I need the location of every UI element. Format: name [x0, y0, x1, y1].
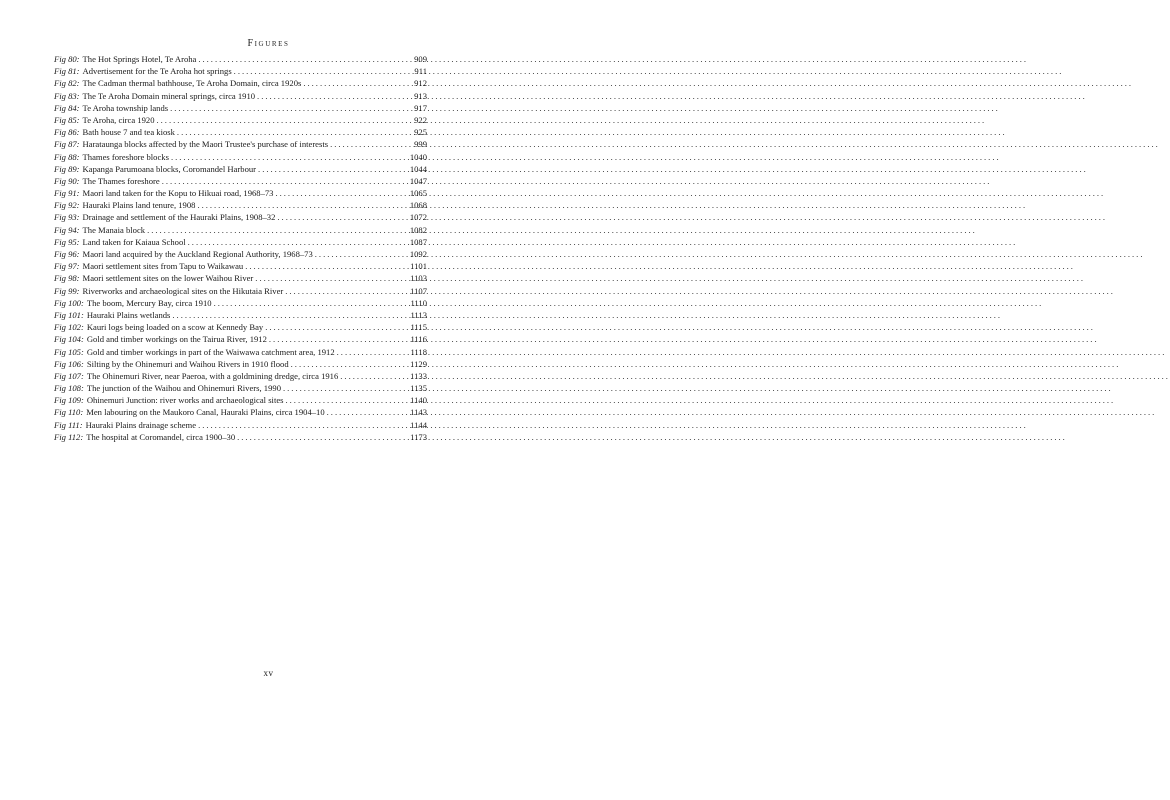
figure-page-number: 1173 — [410, 431, 427, 442]
figure-entry — [54, 211, 427, 223]
figure-title: Drainage and settlement of the Hauraki Plains, 1908–32 — [82, 212, 276, 223]
figure-entry — [54, 382, 427, 394]
figure-number: Fig 80: — [54, 54, 80, 64]
figure-title: The Manaia block — [82, 224, 146, 235]
figure-title: Maori land acquired by the Auckland Regional Authority, 1968–73 — [82, 249, 313, 259]
figure-number: Fig 96: — [54, 249, 80, 259]
figure-page-number: 1135 — [410, 383, 427, 394]
figure-page-number: 1087 — [409, 236, 427, 247]
figure-number: Fig 111: — [54, 419, 83, 430]
dot-leader — [198, 419, 408, 431]
dot-leader — [303, 77, 412, 89]
figure-entry — [54, 224, 427, 236]
figure-number: Fig 93: — [54, 212, 80, 223]
figure-title: Gold and timber workings on the Tairua River, 1912 — [86, 334, 267, 345]
figure-page-number: 1072 — [409, 212, 427, 223]
figure-entry — [54, 419, 427, 431]
dot-leader — [162, 175, 408, 187]
figure-page-number: 1143 — [410, 407, 427, 418]
figure-entry — [54, 187, 427, 199]
figure-number: Fig 102: — [54, 322, 84, 333]
figure-entry — [54, 236, 427, 248]
dot-leader — [327, 406, 408, 418]
figure-entry — [54, 406, 427, 418]
figure-entry — [54, 358, 427, 370]
figure-number: Fig 104: — [54, 334, 84, 345]
figure-title: Harataunga blocks affected by the Maori Trustee's purchase of interests — [82, 139, 329, 150]
dot-leader — [170, 102, 412, 114]
page-number: xv — [263, 668, 274, 678]
dot-leader — [234, 65, 413, 77]
dot-leader — [214, 297, 409, 309]
figure-page-number: 917 — [414, 102, 427, 113]
figure-entry — [54, 431, 427, 443]
dot-leader — [315, 248, 408, 260]
dot-leader — [286, 394, 409, 406]
figure-page-number: 1144 — [410, 419, 427, 430]
dot-leader — [265, 321, 408, 333]
dot-leader — [291, 358, 408, 370]
figure-page-number: 1113 — [410, 309, 427, 320]
figure-title: Thames foreshore blocks — [82, 151, 169, 162]
figure-page-number: 1068 — [409, 200, 427, 211]
figure-page-number: 913 — [414, 90, 427, 101]
figure-title: The Te Aroha Domain mineral springs, circa 1910 — [82, 90, 256, 101]
figure-page-number: 1065 — [409, 188, 427, 199]
figure-title: Silting by the Ohinemuri and Waihou Rivers in 1910 flood — [86, 358, 289, 369]
figure-number: Fig 84: — [54, 102, 80, 113]
figure-number: Fig 87: — [54, 139, 80, 150]
figure-title: Riverworks and archaeological sites on the Hikutaia River — [82, 285, 284, 296]
figure-number: Fig 82: — [54, 78, 80, 89]
figure-title: Kauri logs being loaded on a scow at Kennedy Bay — [86, 322, 264, 333]
figure-number: Fig 99: — [54, 285, 80, 296]
figure-page-number: 1047 — [409, 175, 427, 186]
figure-list — [54, 53, 427, 443]
dot-leader — [171, 151, 408, 163]
figure-number: Fig 89: — [54, 163, 80, 174]
figure-page-number: 1140 — [410, 395, 427, 406]
figure-entry — [54, 138, 427, 150]
figure-title: Maori settlement sites from Tapu to Waikawau — [82, 261, 244, 272]
figure-page-number: 1116 — [410, 334, 427, 345]
dot-leader — [275, 187, 407, 199]
dot-leader — [255, 272, 408, 284]
figure-number: Fig 98: — [54, 273, 80, 284]
figure-title: Maori land taken for the Kopu to Hikuai road, 1968–73 — [82, 188, 274, 199]
figure-entry — [54, 309, 427, 321]
figure-page-number: 1092 — [409, 249, 427, 259]
figure-title: The Cadman thermal bathhouse, Te Aroha Domain, circa 1920s — [82, 78, 302, 89]
dot-leader — [330, 138, 412, 150]
figure-title: Hauraki Plains land tenure, 1908 — [82, 200, 196, 211]
figure-title: Men labouring on the Maukoro Canal, Hauraki Plains, circa 1904–10 — [86, 407, 325, 418]
figure-number: Fig 101: — [54, 309, 84, 320]
figure-number: Fig 107: — [54, 370, 84, 381]
dot-leader — [245, 260, 408, 272]
figure-title: Maori settlement sites on the lower Waihou River — [82, 273, 254, 284]
dot-leader — [177, 126, 412, 138]
figure-title: The Hot Springs Hotel, Te Aroha — [82, 54, 197, 64]
figure-number: Fig 97: — [54, 261, 80, 272]
dot-leader — [277, 211, 407, 223]
figure-entry — [54, 77, 427, 89]
figure-entry — [54, 321, 427, 333]
figure-entry — [54, 199, 427, 211]
figure-number: Fig 88: — [54, 151, 80, 162]
figure-number: Fig 95: — [54, 236, 80, 247]
dot-leader — [257, 90, 412, 102]
figure-number: Fig 92: — [54, 200, 80, 211]
figure-entry — [54, 370, 427, 382]
figure-page-number: 925 — [414, 127, 427, 138]
figure-number: Fig 86: — [54, 127, 80, 138]
dot-leader — [147, 224, 408, 236]
figure-title: The Thames foreshore — [82, 175, 160, 186]
figure-number: Fig 105: — [54, 346, 84, 357]
figure-page-number: 1110 — [410, 297, 427, 308]
figure-title: Hauraki Plains drainage scheme — [85, 419, 197, 430]
figure-entry — [54, 175, 427, 187]
document-page — [0, 0, 537, 800]
figure-entry — [54, 297, 427, 309]
figure-page-number: 1133 — [410, 370, 427, 381]
dot-leader — [172, 309, 408, 321]
dot-leader — [285, 285, 408, 297]
figure-page-number: 1103 — [410, 273, 427, 284]
dot-leader — [237, 431, 408, 443]
dot-leader — [269, 333, 409, 345]
figure-page-number: 1118 — [410, 346, 427, 357]
figure-entry — [54, 163, 427, 175]
figure-entry — [54, 272, 427, 284]
figure-page-number: 1082 — [409, 224, 427, 235]
figure-number: Fig 110: — [54, 407, 84, 418]
figure-page-number: 999 — [414, 139, 427, 150]
dot-leader — [157, 114, 413, 126]
figure-entry — [54, 151, 427, 163]
figure-number: Fig 109: — [54, 395, 84, 406]
figure-entry — [54, 53, 427, 65]
dot-leader — [283, 382, 408, 394]
page-heading: Figures — [247, 38, 290, 49]
figure-entry — [54, 114, 427, 126]
figure-title: Bath house 7 and tea kiosk — [82, 127, 175, 138]
dot-leader — [337, 346, 409, 358]
figure-entry — [54, 333, 427, 345]
figure-page-number: 1107 — [410, 285, 427, 296]
figure-title: Kapanga Parumoana blocks, Coromandel Harbour — [82, 163, 257, 174]
figure-page-number: 1044 — [409, 163, 427, 174]
figure-title: Land taken for Kaiaua School — [82, 236, 186, 247]
figure-entry — [54, 346, 427, 358]
dot-leader — [188, 236, 408, 248]
figure-title: Ohinemuri Junction: river works and archaeological sites — [86, 395, 284, 406]
figure-title: Gold and timber workings in part of the Waiwawa catchment area, 1912 — [86, 346, 335, 357]
figure-number: Fig 108: — [54, 383, 84, 394]
figure-number: Fig 94: — [54, 224, 80, 235]
figure-number: Fig 83: — [54, 90, 80, 101]
figure-number: Fig 112: — [54, 431, 84, 442]
figure-number: Fig 85: — [54, 114, 80, 125]
figure-entry — [54, 65, 427, 77]
figure-title: Hauraki Plains wetlands — [86, 309, 171, 320]
figure-page-number: 1129 — [410, 358, 427, 369]
figure-number: Fig 90: — [54, 175, 80, 186]
figure-page-number: 911 — [414, 66, 427, 77]
figure-title: The hospital at Coromandel, circa 1900–30 — [86, 431, 236, 442]
dot-leader — [340, 370, 408, 382]
figure-page-number: 909 — [414, 54, 427, 64]
figure-page-number: 1101 — [410, 261, 427, 272]
figure-entry — [54, 260, 427, 272]
figure-page-number: 1115 — [410, 322, 427, 333]
figure-page-number: 1040 — [409, 151, 427, 162]
figure-number: Fig 100: — [54, 297, 84, 308]
figure-entry — [54, 126, 427, 138]
figure-number: Fig 81: — [54, 66, 80, 77]
figure-page-number: 922 — [414, 114, 427, 125]
dot-leader — [198, 53, 412, 65]
figure-title: The Ohinemuri River, near Paeroa, with a goldmining dredge, circa 1916 — [86, 370, 339, 381]
figure-title: Te Aroha, circa 1920 — [82, 114, 155, 125]
figure-page-number: 912 — [414, 78, 427, 89]
figure-entry — [54, 248, 427, 260]
figure-number: Fig 106: — [54, 358, 84, 369]
figure-title: Advertisement for the Te Aroha hot springs — [82, 66, 232, 77]
figure-entry — [54, 90, 427, 102]
figure-entry — [54, 102, 427, 114]
dot-leader — [197, 199, 407, 211]
dot-leader — [258, 163, 408, 175]
figure-title: The junction of the Waihou and Ohinemuri Rivers, 1990 — [86, 383, 281, 394]
figure-entry — [54, 285, 427, 297]
figure-title: The boom, Mercury Bay, circa 1910 — [86, 297, 212, 308]
figure-title: Te Aroha township lands — [82, 102, 169, 113]
figure-number: Fig 91: — [54, 188, 80, 199]
figure-entry — [54, 394, 427, 406]
